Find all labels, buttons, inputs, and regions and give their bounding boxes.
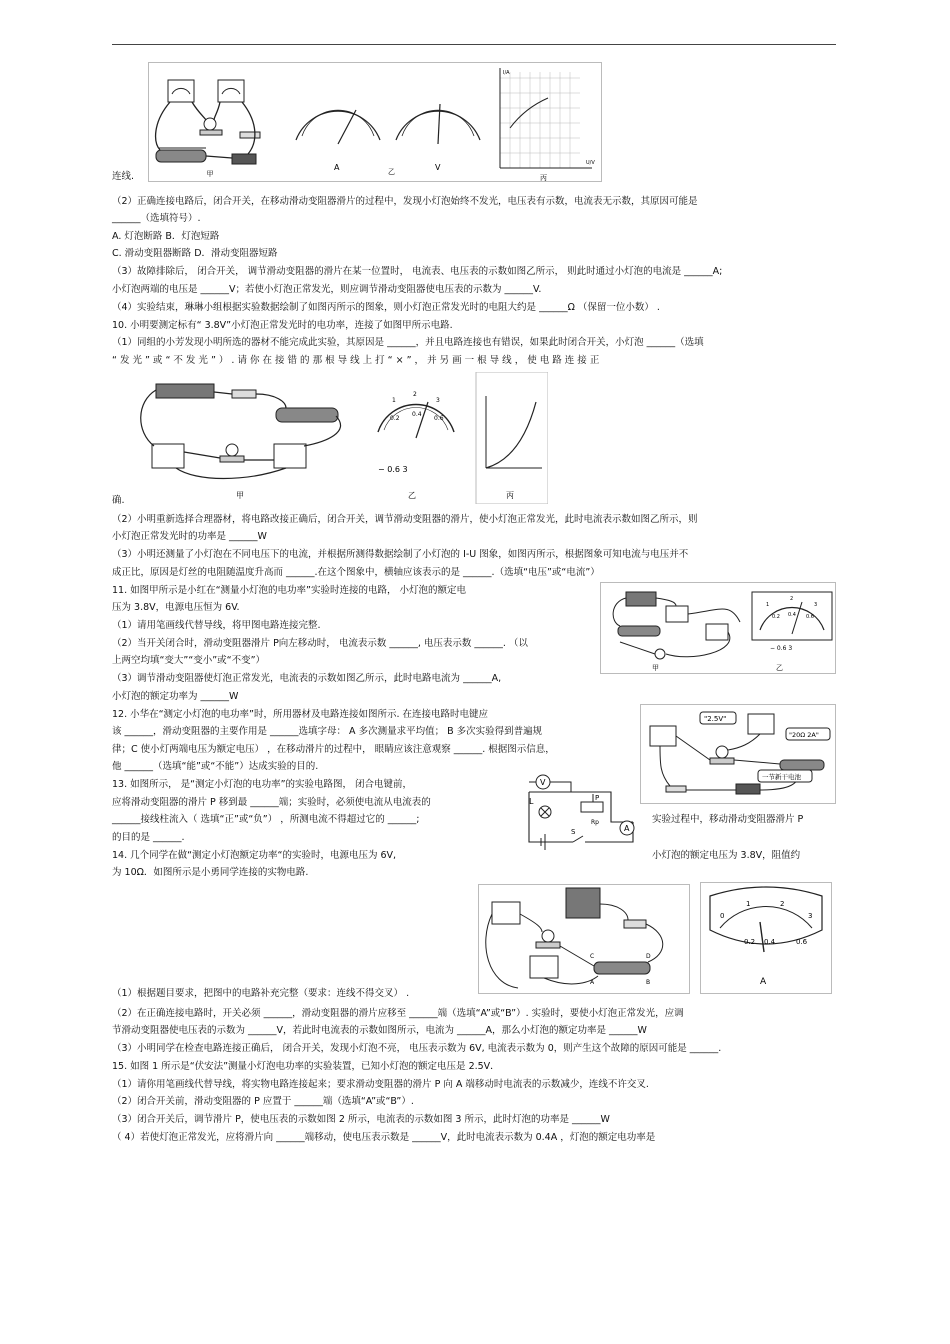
figure-q14-circuit: [478, 884, 690, 994]
text-line: （3）闭合开关后，调节滑片 P，使电压表的示数如图 2 所示，电流表的示数如图 3 所示，此时灯泡的功率是 ______W: [112, 1114, 610, 1125]
scale-0-6: 0.6: [806, 614, 814, 620]
dial-a-label: A: [334, 163, 340, 172]
text-line: 节滑动变阻器使电压表的示数为 ______V，若此时电流表的示数如图所示，电流为 ______A，那么小灯泡的额定功率是 ______W: [112, 1025, 647, 1036]
label-jia: 甲: [236, 491, 244, 500]
label-yi: 乙: [388, 168, 395, 176]
scale-0-6: 0.6: [434, 415, 444, 422]
scale-0-6: 0.6: [796, 938, 808, 946]
text-line: （3）故障排除后， 闭合开关， 调节滑动变阻器的滑片在某一位置时， 电流表、电压表的示数如图乙所示， 则此时通过小灯泡的电流是 ______A;: [112, 266, 723, 277]
tick-1: 1: [766, 602, 770, 608]
text-line: （2）在正确连接电路时，开关必须 ______，滑动变阻器的滑片应移至 ______端（选填“A”或“B”）. 实验时，要使小灯泡正常发光，应调: [112, 1008, 684, 1019]
unit-a: A: [760, 977, 767, 987]
text-line: “ 发 光 ” 或 “ 不 发 光 ” ） . 请 你 在 接 错 的 那 根 导 线 上 打 “ × ” ， 并 另 画 一 根 导 线 ， 使 电 路 连 接 正: [112, 355, 600, 366]
tick-1: 1: [392, 397, 396, 404]
text-line: 他 ______（选填“能”或“不能”）达成实验的目的.: [112, 761, 319, 772]
text-line: 13. 如图所示， 是“测定小灯泡的电功率”的实验电路图， 闭合电键前，: [112, 779, 413, 790]
text-line: （1）根据题目要求，把图中的电路补充完整（要求：连线不得交叉） .: [112, 988, 410, 999]
sym-l: L: [529, 797, 534, 806]
text-line: 律；C 使小灯两端电压为额定电压） ，在移动滑片的过程中， 眼睛应该注意观察 ______. 根据图示信息，: [112, 744, 555, 755]
text-line: 12. 小华在“测定小灯泡的电功率”时，所用器材及电路连接如图所示. 在连接电路时电键应: [112, 709, 489, 720]
scale-0-4: 0.4: [412, 411, 422, 418]
text-line: 确.: [112, 495, 125, 506]
sym-rp: Rp: [591, 819, 599, 826]
text-line-right: 实验过程中，移动滑动变阻器滑片 P: [652, 814, 804, 825]
text-line: A. 灯泡断路 B．灯泡短路: [112, 231, 220, 242]
term-a: A: [590, 979, 595, 986]
text-line: 15. 如图 1 所示是“伏安法”测量小灯泡电功率的实验装置，已知小灯泡的额定电压是 2.5V．: [112, 1061, 500, 1072]
label-jia: 甲: [206, 170, 214, 178]
label-yi: 乙: [408, 491, 416, 500]
figure-q10: [136, 372, 548, 504]
text-line: 该 ______，滑动变阻器的主要作用是 ______选填字母： A 多次测量求平均值； B 多次实验得到普遍规: [112, 726, 543, 737]
text-line: 上两空均填“变大”“变小”或“不变”）: [112, 655, 266, 666]
text-line: （ 4）若使灯泡正常发光，应将滑片向 ______端移动，使电压表示数是 ______V，此时电流表示数为 0.4A ，灯泡的额定电功率是: [112, 1132, 656, 1143]
figure-q14-ammeter: [700, 882, 832, 994]
text-line: 小灯泡正常发光时的功率是 ______W: [112, 531, 267, 542]
text-line: ______（选填符号）.: [112, 213, 201, 224]
sym-v: V: [540, 778, 546, 787]
tick-3: 3: [436, 397, 440, 404]
term-c: C: [590, 953, 595, 960]
scale-0-4: 0.4: [788, 612, 796, 618]
text-line: 10. 小明要测定标有“ 3.8V”小灯泡正常发光时的电功率，连接了如图甲所示电路.: [112, 320, 453, 331]
label-bing: 丙: [506, 491, 514, 500]
lamp-rating: "2.5V": [704, 715, 727, 723]
header-rule: [112, 44, 836, 45]
scale-0-4: 0.4: [764, 938, 776, 946]
text-line: （2）正确连接电路后，闭合开关，在移动滑动变阻器滑片的过程中，发现小灯泡始终不发光，电压表有示数，电流表无示数，其原因可能是: [112, 196, 698, 207]
sym-p: P: [595, 794, 600, 802]
dial-v-label: V: [435, 163, 441, 172]
label-jia: 甲: [652, 664, 659, 672]
text-line: （1）请你用笔画线代替导线，将实物电路连接起来；要求滑动变阻器的滑片 P 向 A 端移动时电流表的示数减少，连线不许交叉.: [112, 1079, 649, 1090]
text-line: 为 10Ω．如图所示是小勇同学连接的实物电路.: [112, 867, 309, 878]
tick-2: 2: [790, 596, 794, 602]
text-line: （3）小明同学在检查电路连接正确后， 闭合开关，发现小灯泡不亮， 电压表示数为 6V, 电流表示数为 0，则产生这个故障的原因可能是 ______.: [112, 1043, 722, 1054]
tick-3: 3: [814, 602, 818, 608]
axis-uv: U/V: [586, 160, 595, 166]
figure-q9: [148, 62, 602, 182]
text-line: （4）实验结束，琳琳小组根据实验数据绘制了如图丙所示的图象，则小灯泡正常发光时的电阻大约是 ______Ω （保留一位小数） .: [112, 302, 660, 313]
terminals: − 0.6 3: [378, 465, 408, 474]
sym-s: S: [571, 828, 576, 836]
figure-q13: [515, 772, 641, 854]
sym-a: A: [624, 824, 630, 833]
tick-2: 2: [780, 900, 785, 908]
text-line: 压为 3.8V，电源电压恒为 6V.: [112, 602, 240, 613]
text-line-right: 小灯泡的额定电压为 3.8V，阻值约: [652, 850, 801, 861]
axis-ia: I/A: [503, 70, 510, 76]
rheostat-rating: "20Ω 2A": [789, 731, 819, 739]
text-line: 11. 如图甲所示是小红在“测量小灯泡的电功率”实验时连接的电路， 小灯泡的额定电: [112, 585, 466, 596]
scale-0-2: 0.2: [772, 614, 780, 620]
text-line: 连线.: [112, 171, 135, 182]
text-line: ______接线柱流入（ 选填“正”或“负”） ，所测电流不得超过它的 ______;: [112, 814, 420, 825]
tick-2: 2: [413, 391, 417, 398]
text-line: 的目的是 ______.: [112, 832, 185, 843]
tick-3: 3: [808, 912, 813, 920]
text-line: （3）调节滑动变阻器使灯泡正常发光，电流表的示数如图乙所示，此时电路电流为 ______A,: [112, 673, 502, 684]
term-b: B: [646, 979, 651, 986]
tick-0: 0: [720, 912, 725, 920]
label-bing: 丙: [540, 174, 547, 182]
term-d: D: [646, 953, 651, 960]
battery-label: 一节新干电池: [762, 773, 801, 781]
text-line: （2）闭合开关前，滑动变阻器的 P 应置于 ______端（选填“A”或“B”）.: [112, 1096, 414, 1107]
text-line: 14. 几个同学在做“测定小灯泡额定功率“的实验时，电源电压为 6V,: [112, 850, 397, 861]
text-line: 小灯泡两端的电压是 ______V；若使小灯泡正常发光，则应调节滑动变阻器使电压表的示数为 ______V.: [112, 284, 542, 295]
text-line: （1）同组的小芳发现小明所选的器材不能完成此实验，其原因是 ______，并且电路连接也有错误，如果此时闭合开关，小灯泡 ______（选填: [112, 337, 704, 348]
text-line: （2）当开关闭合时，滑动变阻器滑片 P向左移动时， 电流表示数 ______, 电压表示数 ______. （以: [112, 638, 528, 649]
figure-q11: [600, 582, 836, 674]
text-line: 小灯泡的额定功率为 ______W: [112, 691, 239, 702]
tick-1: 1: [746, 900, 751, 908]
text-line: 应将滑动变阻器的滑片 P 移到最 ______端；实验时，必须使电流从电流表的: [112, 797, 431, 808]
text-line: （3）小明还测量了小灯泡在不同电压下的电流，并根据所测得数据绘制了小灯泡的 I-U 图象，如图丙所示，根据图象可知电流与电压并不: [112, 549, 689, 560]
text-line: （2）小明重新选择合理器材，将电路改接正确后，闭合开关，调节滑动变阻器的滑片，使小灯泡正常发光，此时电流表示数如图乙所示，则: [112, 514, 698, 525]
label-yi: 乙: [776, 664, 783, 672]
scale-0-2: 0.2: [744, 938, 756, 946]
scale-0-2: 0.2: [390, 415, 400, 422]
figure-q12: [640, 704, 836, 804]
text-line: C. 滑动变阻器断路 D．滑动变阻器短路: [112, 248, 278, 259]
text-line: 成正比，原因是灯丝的电阻随温度升高而 ______.在这个图象中，横轴应该表示的是 ______.（选填“电压”或“电流”）: [112, 567, 600, 578]
text-line: （1）请用笔画线代替导线，将甲图电路连接完整.: [112, 620, 321, 631]
terminals: − 0.6 3: [770, 645, 793, 652]
